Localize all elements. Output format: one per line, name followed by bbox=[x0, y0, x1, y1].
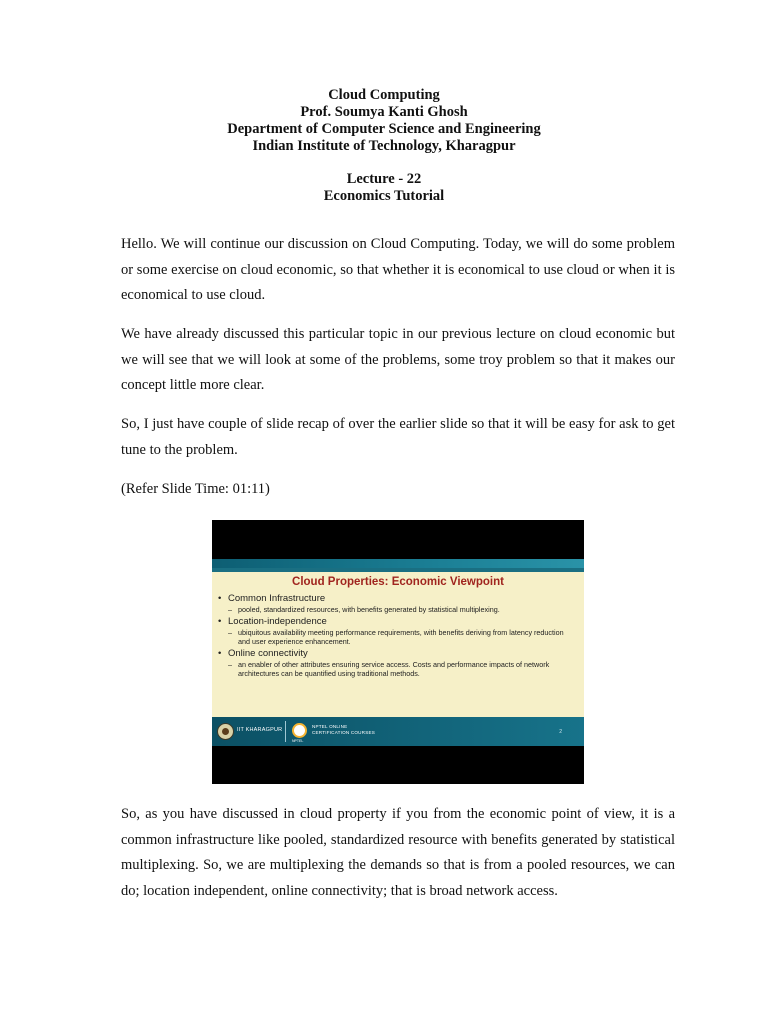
header-gap bbox=[0, 155, 768, 171]
slide-top-band bbox=[212, 559, 584, 568]
dash-glyph: – bbox=[228, 628, 232, 637]
paragraph-previous-lecture: We have already discussed this particular topic in our previous lecture on cloud economic but we will see that we will look at some of the problems, some troy problem so that it makes our concept little more clear. bbox=[121, 326, 675, 393]
institute-name: Indian Institute of Technology, Kharagpur bbox=[252, 138, 516, 154]
nptel-logo-icon bbox=[292, 723, 307, 738]
lecture-topic: Economics Tutorial bbox=[323, 188, 445, 204]
nptel-line-1: NPTEL ONLINE bbox=[312, 724, 348, 729]
slide-sub-bullet bbox=[218, 628, 568, 646]
slide-sub-bullet-text: ubiquitous availability meeting performance requirements, with benefits deriving from latency reduction and user experience enhancement. bbox=[238, 628, 564, 646]
slide-time-reference: (Refer Slide Time: 01:11) bbox=[121, 481, 270, 497]
slide-sub-bullet-text: pooled, standardized resources, with benefits generated by statistical multiplexing. bbox=[238, 605, 500, 614]
slide-bullet bbox=[218, 616, 568, 628]
slide-page-number: 2 bbox=[559, 729, 562, 735]
course-title: Cloud Computing bbox=[328, 87, 440, 103]
slide-bullet bbox=[218, 593, 568, 605]
professor-name: Prof. Soumya Kanti Ghosh bbox=[300, 104, 468, 120]
slide-bullet bbox=[218, 648, 568, 660]
slide-footer-band bbox=[212, 717, 584, 746]
department-name: Department of Computer Science and Engineering bbox=[227, 121, 541, 137]
slide-bullet-heading: Common Infrastructure bbox=[228, 593, 326, 604]
nptel-logo-label: NPTEL bbox=[292, 739, 304, 743]
slide-bullet-list bbox=[218, 592, 568, 680]
iit-logo-icon bbox=[217, 723, 234, 740]
slide-sub-bullet bbox=[218, 660, 568, 678]
slide-bullet-heading: Online connectivity bbox=[228, 648, 308, 659]
slide-bullet-heading: Location-independence bbox=[228, 616, 327, 627]
dash-glyph: – bbox=[228, 605, 232, 614]
paragraph-intro: Hello. We will continue our discussion on Cloud Computing. Today, we will do some problem or some exercise on cloud economic, so that whether it is economical to use cloud or when it is economical to use cloud. bbox=[121, 236, 675, 303]
nptel-line-2: CERTIFICATION COURSES bbox=[312, 730, 375, 735]
nptel-course-label bbox=[312, 724, 375, 736]
document-header bbox=[0, 87, 768, 205]
iit-kharagpur-label: IIT KHARAGPUR bbox=[237, 727, 283, 733]
slide-content-panel bbox=[212, 572, 584, 717]
slide-sub-bullet bbox=[218, 605, 568, 614]
paragraph-recap: So, I just have couple of slide recap of over the earlier slide so that it will be easy for ask to get tune to the problem. bbox=[121, 416, 675, 458]
lecture-number: Lecture - 22 bbox=[346, 171, 422, 187]
dash-glyph: – bbox=[228, 660, 232, 669]
paragraph-cloud-property: So, as you have discussed in cloud property if you from the economic point of view, it is a common infrastructure like pooled, standardized resource with benefits generated by statistical multiplexing. So, we are multiplexing the demands so that is from a pooled resources, we can do; location independent, online connectivity; that is broad network access. bbox=[121, 806, 675, 899]
lecture-slide-image bbox=[212, 520, 584, 784]
slide-title: Cloud Properties: Economic Viewpoint bbox=[292, 576, 504, 588]
footer-divider bbox=[285, 721, 286, 742]
slide-sub-bullet-text: an enabler of other attributes ensuring service access. Costs and performance impacts of network architectures can be quantified using traditional methods. bbox=[238, 660, 550, 678]
